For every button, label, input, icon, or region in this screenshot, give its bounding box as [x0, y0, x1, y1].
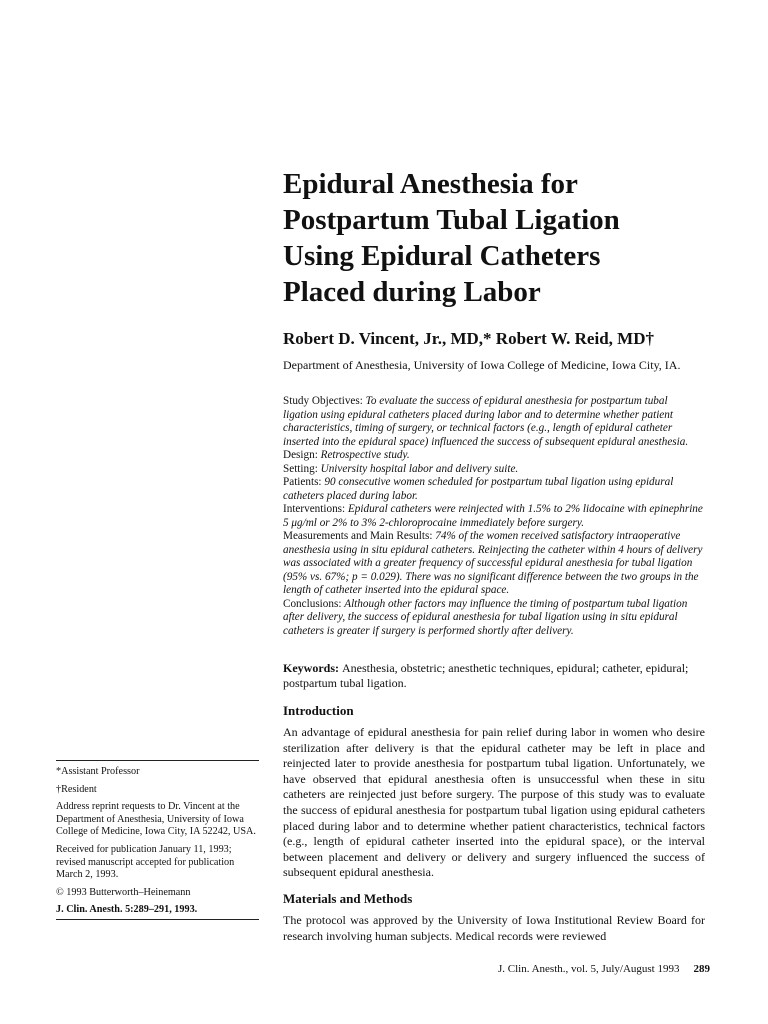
results-text: 74% of the women received satisfactory intraoperative anesthesia using in situ epidural catheters. Reinjecting the catheter within 4 hours of delivery was associated with a greater frequency of successful epidural anesthesia for tubal ligation (95% vs. 67%; p = 0.029). There was no significant difference between the two groups in the length of catheter inserted into the epidural space.	[283, 530, 703, 596]
conclusions-text: Although other factors may influence the timing of postpartum tubal ligation after delivery, the success of epidural anesthesia for tubal ligation using in situ epidural catheters is greater if surgery is performed shortly after delivery.	[283, 597, 688, 637]
footnote-reprint: Address reprint requests to Dr. Vincent at the Department of Anesthesia, University of Iowa College of Medicine, Iowa City, IA 52242, USA.	[56, 801, 256, 838]
results-label: Measurements and Main Results:	[283, 530, 436, 542]
footnote-assistant: *Assistant Professor	[56, 766, 140, 777]
abstract-patients	[283, 476, 705, 503]
title-line-3: Using Epidural Catheters	[283, 240, 601, 272]
keywords	[283, 661, 705, 691]
objectives-label: Study Objectives:	[283, 395, 366, 407]
title-line-2: Postpartum Tubal Ligation	[283, 204, 620, 236]
design-text: Retrospective study.	[320, 449, 410, 461]
abstract-conclusions	[283, 598, 705, 639]
objectives-text: To evaluate the success of epidural anesthesia for postpartum tubal ligation using epidural catheters placed during labor and to determine whether patient characteristics, timing of surgery, or technical factors (e.g., length of epidural catheter inserted into the epidural space) influenced the success of subsequent epidural anesthesia.	[283, 395, 689, 448]
footnote-resident: †Resident	[56, 783, 97, 795]
introduction-heading: Introduction	[283, 703, 354, 718]
article-title	[283, 166, 753, 310]
page-footer	[450, 963, 710, 975]
setting-label: Setting:	[283, 462, 321, 475]
abstract-results	[283, 530, 705, 598]
methods-heading: Materials and Methods	[283, 891, 413, 906]
abstract-setting	[283, 463, 705, 477]
footer-journal: J. Clin. Anesth., vol. 5, July/August 1993	[497, 963, 680, 975]
keywords-label: Keywords:	[283, 661, 342, 675]
abstract-objectives	[283, 395, 705, 449]
footnote-citation: J. Clin. Anesth. 5:289–291, 1993.	[56, 904, 259, 920]
title-line-1: Epidural Anesthesia for	[283, 168, 578, 200]
footnote-received: Received for publication January 11, 1993; revised manuscript accepted for publication March 2, 1993.	[56, 843, 235, 881]
patients-text: 90 consecutive women scheduled for postpartum tubal ligation using epidural catheters placed during labor.	[283, 476, 674, 502]
abstract-design	[283, 449, 705, 463]
page-number: 289	[693, 963, 710, 975]
keywords-text: Anesthesia, obstetric; anesthetic techniques, epidural; catheter, epidural; postpartum tubal ligation.	[283, 661, 689, 690]
setting-text: University hospital labor and delivery suite.	[320, 462, 519, 475]
affiliation: Department of Anesthesia, University of Iowa College of Medicine, Iowa City, IA.	[283, 358, 681, 372]
interventions-label: Interventions:	[283, 503, 348, 515]
abstract	[283, 395, 705, 638]
introduction-text: An advantage of epidural anesthesia for pain relief during labor in women who desire sterilization after delivery is that the epidural catheter may be left in place and reinjected later to provide anesthesia for postpartum tubal ligation. Unfortunately, we have observed that epidural anesthesia often is unsuccessful when these in situ catheters are reinjected just before surgery. The purpose of this study was to evaluate the success of epidural anesthesia for postpartum tubal ligation using epidural catheters placed during labor and to determine whether patient characteristics, technical factors (e.g., length of epidural catheter inserted into the epidural space), or the interval between placement and delivery or delivery and surgery influenced the success of subsequent epidural anesthesia.	[283, 725, 705, 880]
title-line-4: Placed during Labor	[283, 276, 541, 308]
patients-label: Patients:	[283, 476, 325, 488]
footnote-divider	[56, 760, 259, 761]
footnote-copyright: © 1993 Butterworth–Heinemann	[56, 886, 191, 898]
methods-text: The protocol was approved by the University of Iowa Institutional Review Board for research involving human subjects. Medical records were reviewed	[283, 913, 705, 943]
design-label: Design:	[283, 449, 321, 461]
interventions-text: Epidural catheters were reinjected with 1.5% to 2% lidocaine with epinephrine 5 μg/ml or 2% to 3% 2-chloroprocaine immediately before surgery.	[283, 503, 703, 529]
abstract-interventions	[283, 503, 705, 530]
author-list: Robert D. Vincent, Jr., MD,* Robert W. Reid, MD†	[283, 329, 654, 348]
footnotes	[56, 766, 261, 925]
conclusions-label: Conclusions:	[283, 597, 345, 610]
